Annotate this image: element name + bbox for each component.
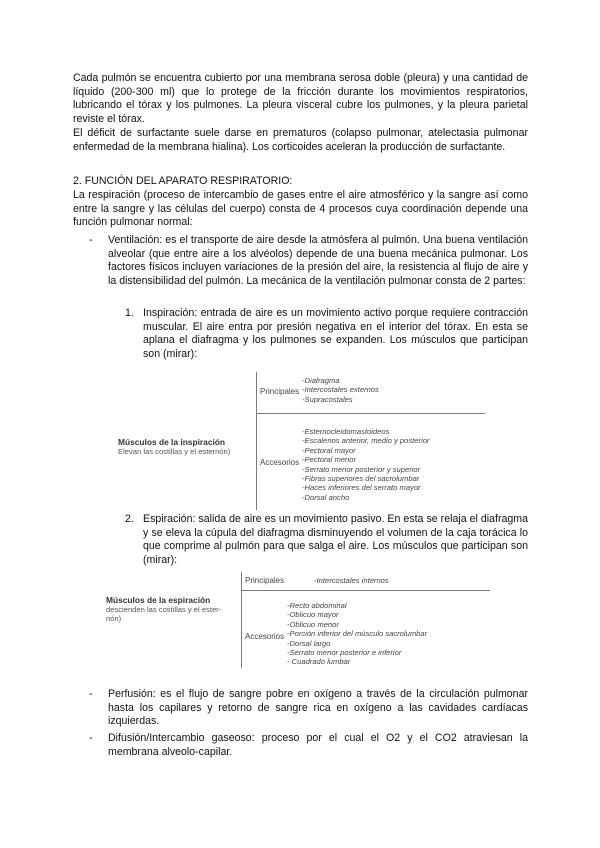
- list-item: -Escalenos anterior, medio y posterior: [302, 436, 430, 446]
- list-number: 1.: [125, 307, 134, 319]
- list-item: -Pectoral menor: [302, 455, 357, 465]
- list-item: - Cuadrado lumbar: [287, 657, 351, 667]
- list-item: -Intercostales internos: [314, 576, 389, 585]
- category-label: Principales: [245, 576, 285, 585]
- figure-title: Músculos de la espiración: [106, 595, 211, 605]
- principal-muscles-list: [314, 576, 389, 585]
- list-item: -Fibras superiores del sacrolumbar: [302, 474, 420, 484]
- list-item: -Dorsal ancho: [302, 492, 350, 502]
- paragraph-pleura: Cada pulmón se encuentra cubierto por una membrana serosa doble (pleura) y una cantidad de líquido (200-300 ml) que lo protege de la fricción durante los movimientos respiratorios, lubricando el tórax y los pulmones. La pleura visceral cubre los pulmones, y la pleura parietal reviste el tórax.: [73, 72, 528, 125]
- list-number: 2.: [125, 513, 134, 525]
- category-label: Accesorios: [260, 458, 300, 467]
- list-item: -Intercostales externos: [302, 385, 379, 395]
- list-item: -Porción inferior del músculo sacrolumbar: [287, 629, 428, 639]
- figure-subtitle: nón): [106, 614, 122, 623]
- section-intro: La respiración (proceso de intercambio de gases entre el aire atmosférico y la sangre así como entre la sangre y las células del cuerpo) consta de 4 procesos cuya coordinación depende una función pulmonar normal:: [73, 189, 528, 228]
- figure-title: Músculos de la inspiración: [118, 437, 226, 447]
- list-item: -Serrato menor posterior e inferior: [287, 648, 402, 658]
- table-divider: [256, 372, 257, 510]
- table-divider: [241, 572, 242, 668]
- list-item: -Diafragma: [302, 376, 340, 385]
- bullet-perfusion: Perfusión: es el flujo de sangre pobre en oxígeno a través de la circulación pulmonar hasta los capilares y retorno de sangre rica en oxígeno a las cavidades cardíacas izquierdas.: [108, 688, 528, 727]
- table-divider: [241, 590, 490, 591]
- list-item: -Supracostales: [302, 394, 353, 404]
- inspiration-muscles-table: [110, 372, 485, 510]
- figure-subtitle: Elevan las costillas y el esternón): [118, 447, 231, 456]
- bullet-ventilacion: Ventilación: es el transporte de aire desde la atmósfera al pulmón. Una buena ventilación alveolar (que entre aire a los alvéolos) depende de una buena mecánica pulmonar. Los factores físicos incluyen variaciones de la presión del aire, la resistencia al flujo de aire y la distensibilidad del pulmón. La mecánica de la ventilación pulmonar consta de 2 partes:: [108, 234, 528, 287]
- category-label: Principales: [260, 387, 300, 396]
- list-item: -Serrato menor posterior y superior: [302, 464, 421, 474]
- accessory-muscles-list: [302, 427, 429, 502]
- list-item: -Recto abdominal: [287, 601, 347, 610]
- category-label: Accesorios: [245, 632, 285, 641]
- list-item: -Pectoral mayor: [302, 445, 356, 455]
- bullet-difusion: Difusión/Intercambio gaseoso: proceso por el cual el O2 y el CO2 atraviesan la membrana alveolo-capilar.: [108, 732, 528, 758]
- item-espiracion: Espiración: salida de aire es un movimiento pasivo. En esta se relaja el diafragma y se eleva la cúpula del diafragma disminuyendo el volumen de la caja torácica lo que comprime al pulmón para que salga el aire. Los músculos que participan son (mirar):: [143, 513, 528, 566]
- bullet-dash: -: [89, 688, 93, 700]
- bullet-dash: -: [89, 234, 93, 246]
- expiration-muscles-table: [104, 572, 490, 668]
- item-inspiracion: Inspiración: entrada de aire es un movimiento activo porque requiere contracción muscular. El aire entra por presión negativa en el interior del tórax. En esta se aplana el diafragma y los pulmones se expanden. Los músculos que participan son (mirar):: [143, 307, 528, 360]
- list-item: -Oblicuo menor: [287, 619, 339, 629]
- list-item: -Haces inferiores del serrato mayor: [302, 483, 421, 493]
- principal-muscles-list: [302, 376, 379, 404]
- accessory-muscles-list: [287, 601, 427, 667]
- bullet-dash: -: [89, 732, 93, 744]
- list-item: -Dorsal largo: [287, 638, 331, 648]
- list-item: -Esternocleidomastoideos: [302, 427, 390, 436]
- paragraph-surfactante: El déficit de surfactante suele darse en prematuros (colapso pulmonar, atelectasia pulmonar enfermedad de la membrana hialina). Los corticoides aceleran la producción de surfactante.: [73, 127, 528, 153]
- table-divider: [256, 413, 485, 414]
- section-heading: 2. FUNCIÓN DEL APARATO RESPIRATORIO:: [73, 175, 293, 187]
- figure-subtitle: descienden las costillas y el ester-: [106, 605, 222, 614]
- list-item: -Oblicuo mayor: [287, 610, 339, 620]
